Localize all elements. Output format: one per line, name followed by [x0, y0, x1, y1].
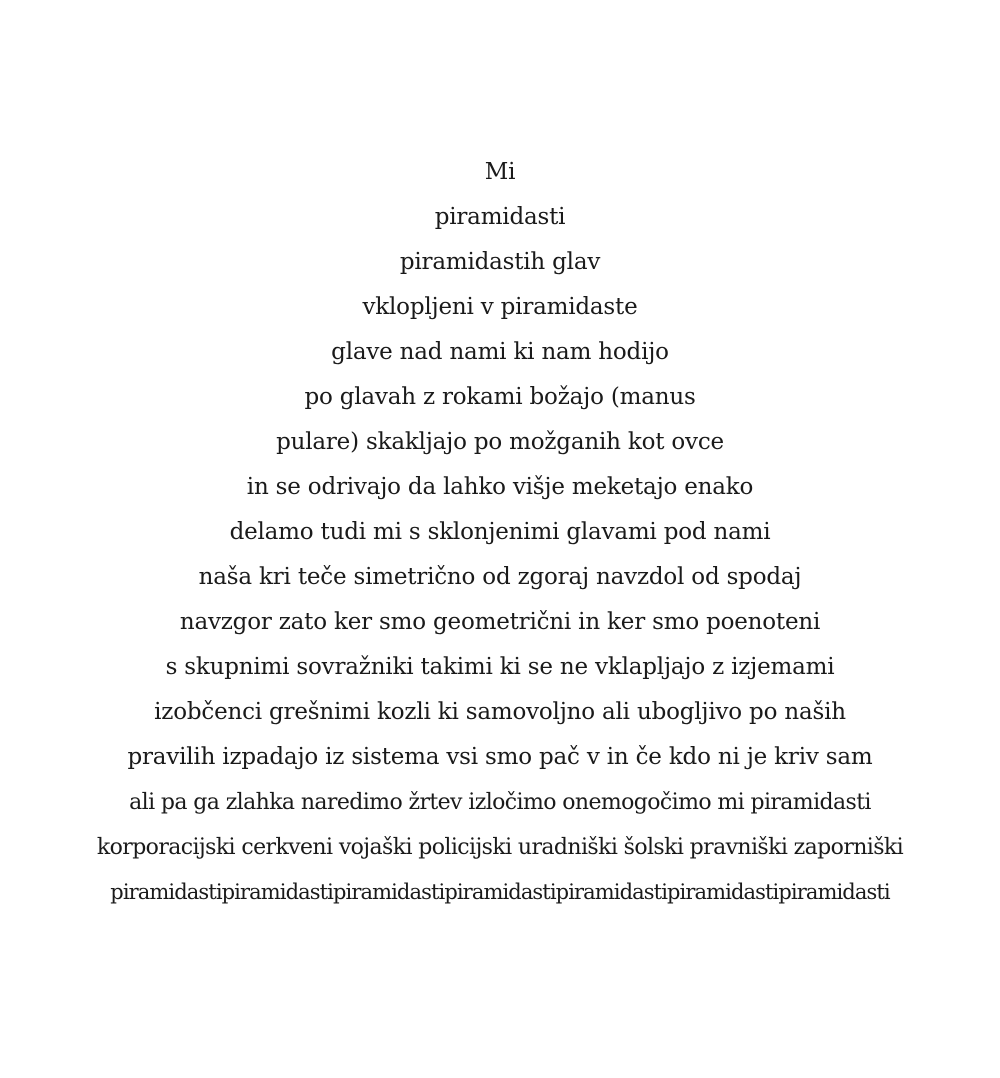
poem-line-4: vklopljeni v piramidaste [362, 294, 638, 320]
poem-line-3: piramidastih glav [399, 249, 601, 275]
poem-text [0, 150, 1000, 915]
poem-line-8: in se odrivajo da lahko višje meketajo enako [246, 474, 754, 500]
poem-line-11: navzgor zato ker smo geometrični in ker smo poenoteni [179, 609, 821, 635]
poem-line-14: pravilih izpadajo iz sistema vsi smo pač v in če kdo ni je kriv sam [127, 744, 873, 770]
poem-line-2: piramidasti [434, 204, 566, 230]
poem-line-12: s skupnimi sovražniki takimi ki se ne vklapljajo z izjemami [165, 654, 835, 680]
poem-line-16: korporacijski cerkveni vojaški policijski uradniški šolski pravniški zaporniški [96, 835, 904, 860]
poem-line-13: izobčenci grešnimi kozli ki samovoljno ali ubogljivo po naših [154, 699, 846, 725]
poem-line-5: glave nad nami ki nam hodijo [331, 339, 669, 365]
poem-line-6: po glavah z rokami božajo (manus [304, 384, 696, 410]
poem-line-9: delamo tudi mi s sklonjenimi glavami pod nami [229, 519, 771, 545]
poem-line-1: Mi [484, 159, 516, 185]
poem-line-7: pulare) skakljajo po možganih kot ovce [276, 429, 724, 455]
poem-line-10: naša kri teče simetrično od zgoraj navzdol od spodaj [198, 564, 802, 590]
poem-line-15: ali pa ga zlahka naredimo žrtev izločimo onemogočimo mi piramidasti [129, 790, 871, 815]
poem-line-17: piramidastipiramidastipiramidastipiramidastipiramidastipiramidastipiramidasti [110, 880, 890, 904]
